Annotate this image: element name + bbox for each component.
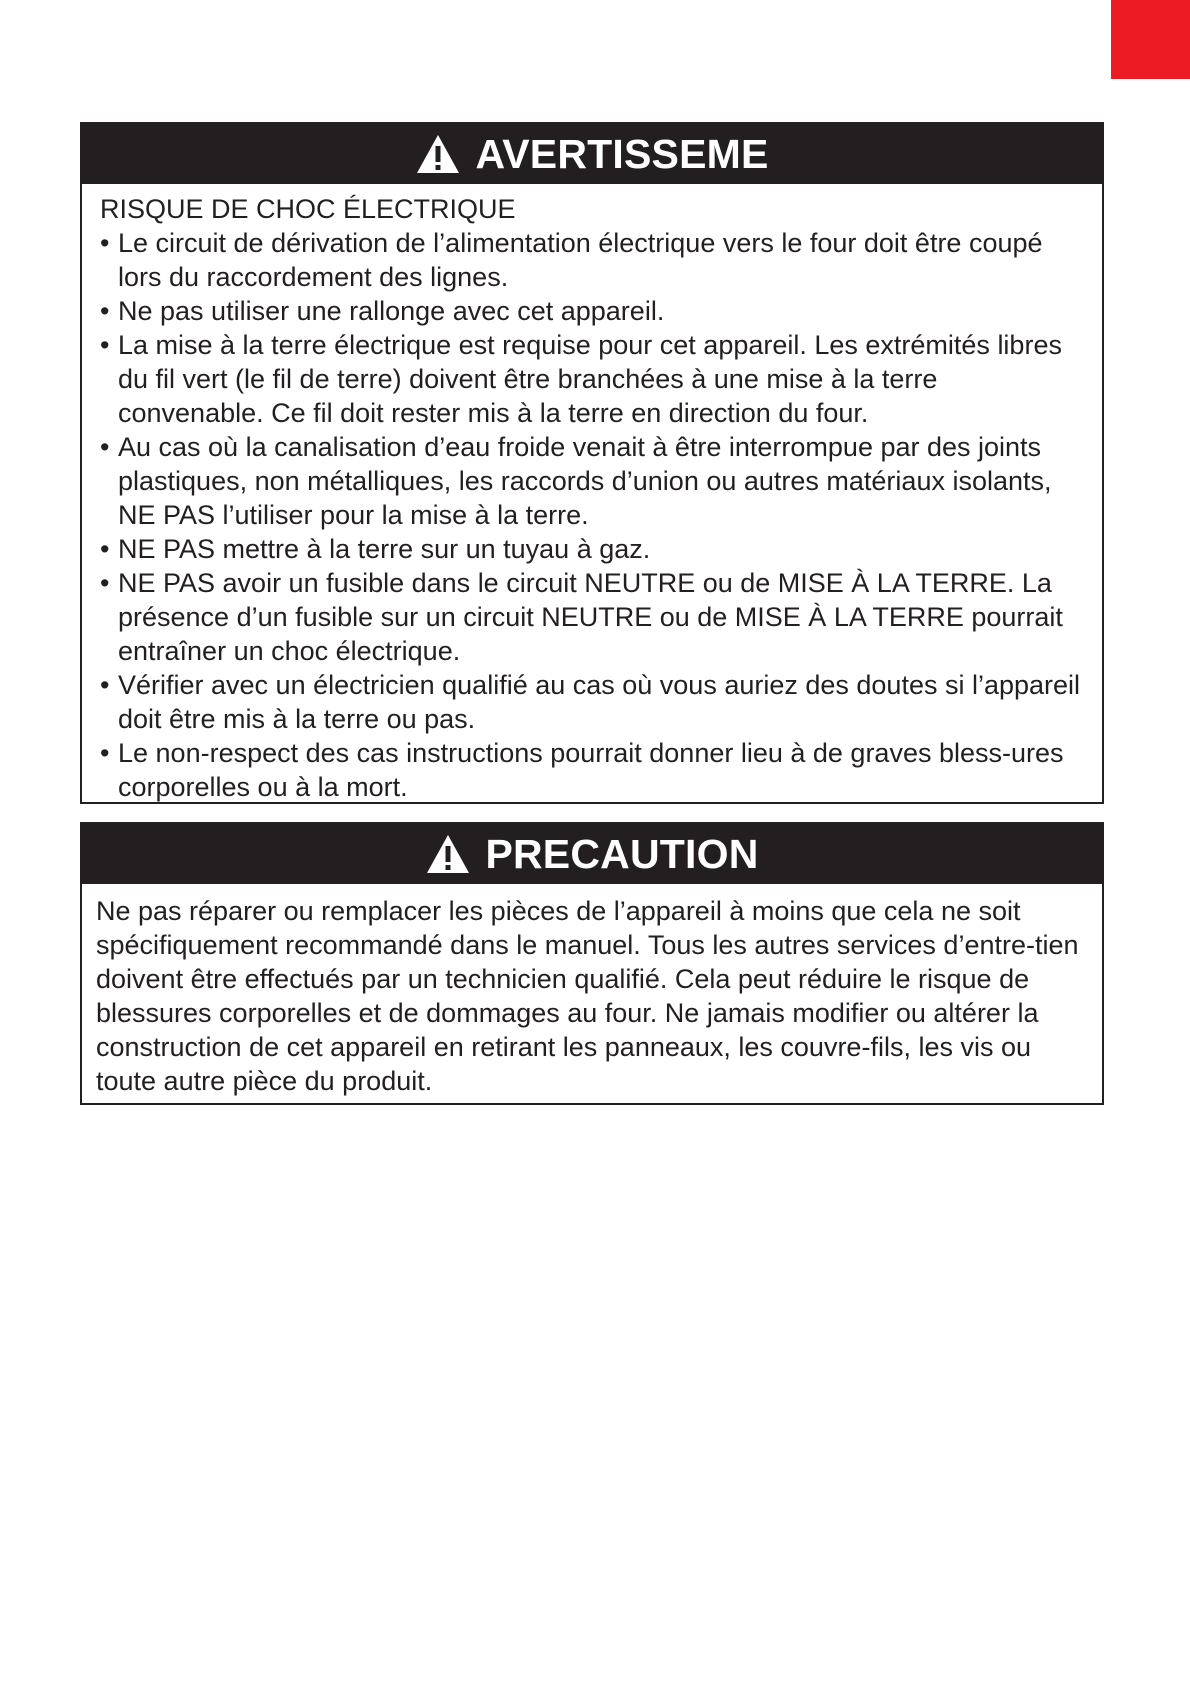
caution-header	[82, 824, 1102, 884]
bullet: •	[100, 670, 110, 700]
caution-text: Ne pas réparer ou remplacer les pièces de l’appareil à moins que cela ne soit spécifiquement recommandé dans le manuel. Tous les autres services d’entre-tien doivent être effectués par un technicien qualifié. Cela peut réduire le risque de blessures corporelles et de dommages au four. Ne jamais modifier ou altérer la construction de cet appareil en retirant les panneaux, les couvre-fils, les vis ou toute autre pièce du produit.	[96, 896, 1079, 1096]
bullet: •	[100, 568, 110, 598]
warning-triangle-icon	[425, 833, 471, 875]
warning-list	[100, 226, 1088, 804]
list-item	[100, 566, 1088, 668]
hazard-title: RISQUE DE CHOC ÉLECTRIQUE	[100, 194, 516, 224]
list-item	[100, 430, 1088, 532]
list-item	[100, 328, 1088, 430]
bullet: •	[100, 296, 110, 326]
list-item	[100, 226, 1088, 294]
list-item-text: La mise à la terre électrique est requise pour cet appareil. Les extrémités libres du fil vert (le fil de terre) doivent être branchées à une mise à la terre convenable. Ce fil doit rester mis à la terre en direction du four.	[118, 330, 1062, 428]
bullet: •	[100, 228, 110, 258]
list-item	[100, 736, 1088, 804]
bullet: •	[100, 432, 110, 462]
list-item-text: Au cas où la canalisation d’eau froide venait à être interrompue par des joints plastiques, non métalliques, les raccords d’union ou autres matériaux isolants, NE PAS l’utiliser pour la mise à la terre.	[118, 432, 1052, 530]
list-item-text: NE PAS avoir un fusible dans le circuit NEUTRE ou de MISE À LA TERRE. La présence d’un fusible sur un circuit NEUTRE ou de MISE À LA TERRE pourrait entraîner un choc électrique.	[118, 568, 1063, 666]
bullet: •	[100, 738, 110, 768]
bullet: •	[100, 330, 110, 360]
list-item-text: NE PAS mettre à la terre sur un tuyau à gaz.	[118, 534, 651, 564]
list-item-text: Le circuit de dérivation de l’alimentation électrique vers le four doit être coupé lors du raccordement des lignes.	[118, 228, 1043, 292]
list-item-text: Ne pas utiliser une rallonge avec cet appareil.	[118, 296, 665, 326]
warning-body	[82, 184, 1102, 804]
warning-title: AVERTISSEME	[475, 130, 769, 177]
caution-body	[82, 884, 1102, 1098]
caution-title: PRECAUTION	[485, 830, 759, 877]
list-item	[100, 294, 1088, 328]
page-edge-tab	[1111, 0, 1190, 79]
list-item	[100, 668, 1088, 736]
list-item-text: Vérifier avec un électricien qualifié au cas où vous auriez des doutes si l’appareil doit être mis à la terre ou pas.	[118, 670, 1081, 734]
list-item-text: Le non-respect des cas instructions pourrait donner lieu à de graves bless-ures corporelles ou à la mort.	[118, 738, 1064, 802]
list-item	[100, 532, 1088, 566]
warning-panel	[80, 122, 1104, 804]
caution-panel	[80, 822, 1104, 1105]
bullet: •	[100, 534, 110, 564]
warning-header	[82, 124, 1102, 184]
warning-triangle-icon	[415, 133, 461, 175]
